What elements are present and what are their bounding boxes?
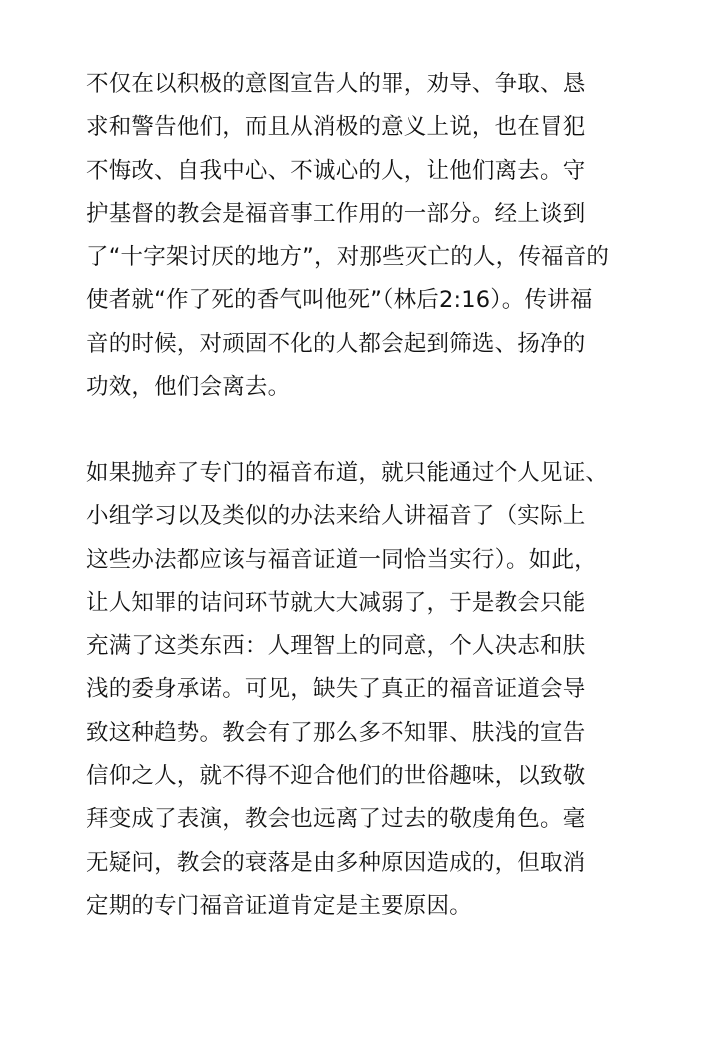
paragraph-line: 使者就“作了死的香气叫他死”（林后2:16）。传讲福 xyxy=(86,287,593,314)
paragraph-line: 定期的专门福音证道肯定是主要原因。 xyxy=(86,892,472,919)
paragraph-line: 不悔改、自我中心、不诚心的人，让他们离去。守 xyxy=(86,157,586,184)
paragraph-line: 求和警告他们，而且从消极的意义上说，也在冒犯 xyxy=(86,114,586,141)
paragraph-line: 小组学习以及类似的办法来给人讲福音了（实际上 xyxy=(86,503,586,530)
paragraph-line: 这些办法都应该与福音证道一同恰当实行）。如此， xyxy=(86,546,597,573)
paragraph-line: 信仰之人，就不得不迎合他们的世俗趣味，以致敬 xyxy=(86,763,586,790)
paragraph-line: 让人知罪的诘问环节就大大减弱了，于是教会只能 xyxy=(86,589,586,616)
paragraph-line: 护基督的教会是福音事工作用的一部分。经上谈到 xyxy=(86,200,586,227)
paragraph-line: 无疑问，教会的衰落是由多种原因造成的，但取消 xyxy=(86,849,586,876)
paragraph-line: 充满了这类东西：人理智上的同意，个人决志和肤 xyxy=(86,633,586,660)
paragraph-line: 致这种趋势。教会有了那么多不知罪、肤浅的宣告 xyxy=(86,719,586,746)
paragraph-2 xyxy=(86,452,646,928)
paragraph-line: 浅的委身承诺。可见，缺失了真正的福音证道会导 xyxy=(86,676,586,703)
paragraph-line: 如果抛弃了专门的福音布道，就只能通过个人见证、 xyxy=(86,460,609,486)
paragraph-line: 了“十字架讨厌的地方”，对那些灭亡的人，传福音的 xyxy=(86,244,610,271)
paragraph-line: 不仅在以积极的意图宣告人的罪，劝导、争取、恳 xyxy=(86,71,586,97)
paragraph-1 xyxy=(86,63,646,409)
paragraph-line: 功效，他们会离去。 xyxy=(86,374,291,401)
paragraph-line: 拜变成了表演，教会也远离了过去的敬虔角色。毫 xyxy=(86,806,586,833)
paragraph-line: 音的时候，对顽固不化的人都会起到筛选、扬净的 xyxy=(86,330,586,357)
